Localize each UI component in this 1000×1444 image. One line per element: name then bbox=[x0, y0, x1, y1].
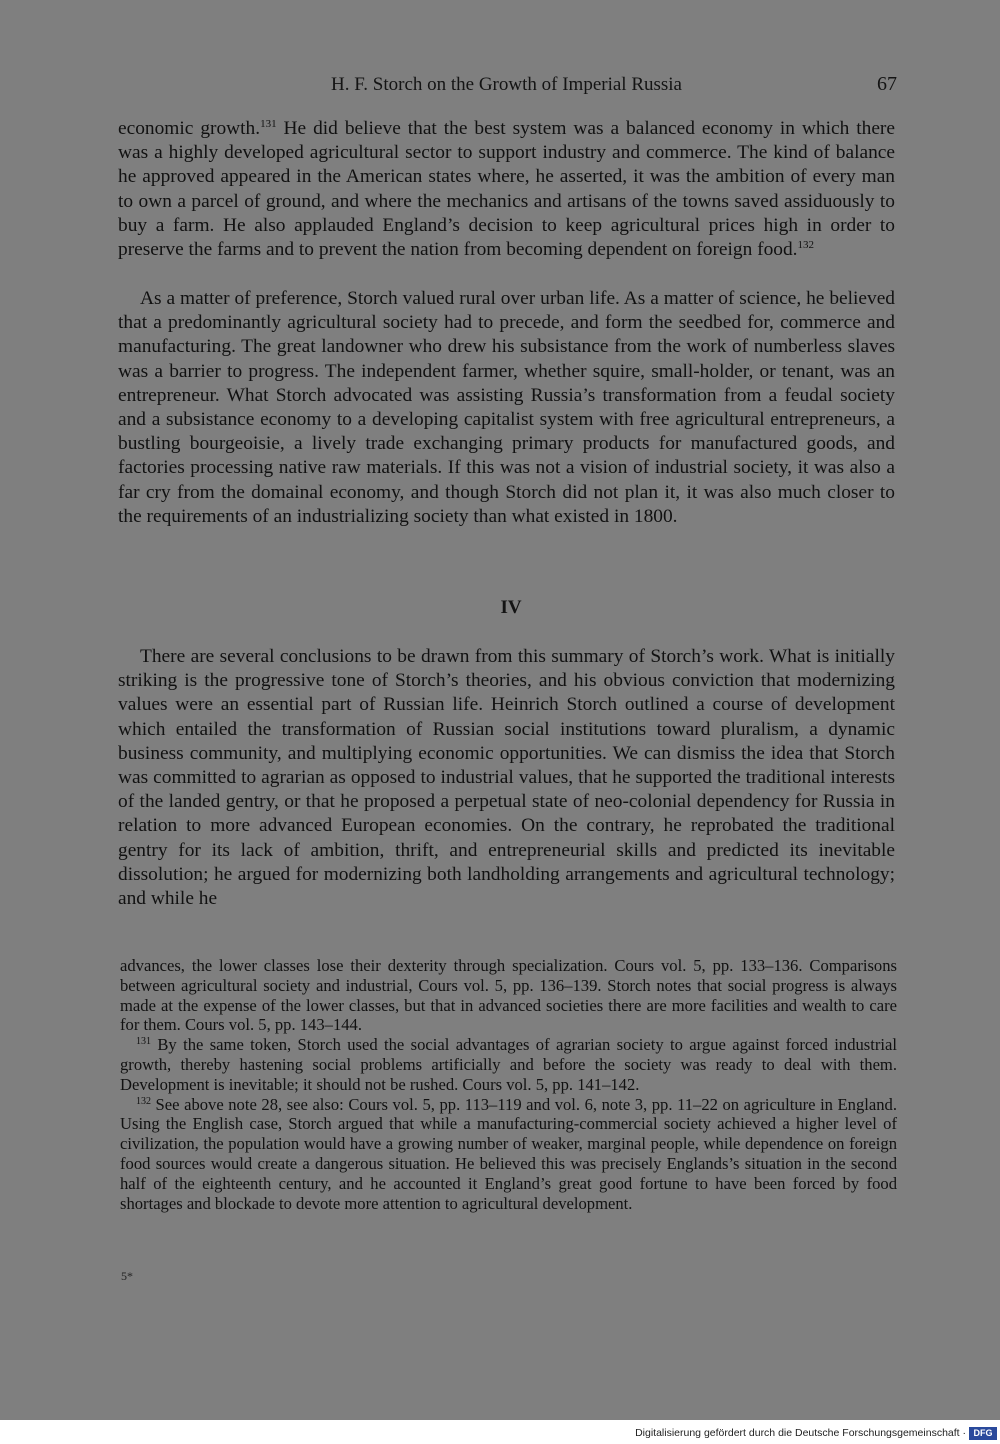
dfg-logo: DFG bbox=[969, 1427, 997, 1440]
footnote-ref: 132 bbox=[136, 1095, 151, 1107]
text-run: advances, the lower classes lose their dexterity through specialization. Cours vol. 5, pp. 133–136. Comparisons between agricultural society and industrial, Cours vol. 5, pp. 136–139. Storch notes that social progress is always made at the expense of the lower classes, but that in advanced societies there are more facilities and wealth to care for them. Cours vol. 5, pp. 143–144. bbox=[120, 956, 897, 1035]
footnote-131 bbox=[120, 1035, 897, 1094]
paragraph-text bbox=[118, 645, 895, 911]
running-head bbox=[116, 74, 897, 100]
footnote-continuation bbox=[120, 956, 897, 1035]
signature-mark: 5* bbox=[121, 1269, 133, 1283]
text-run: As a matter of preference, Storch valued rural over urban life. As a matter of science, he believed that a predominantly agricultural society had to precede, and form the seedbed for, commerce and manufacturing. The great landowner who drew his subsistance from the work of numberless slaves was a barrier to progress. The independent farmer, whether squire, small-holder, or tenant, was an entrepreneur. What Storch advocated was assisting Russia’s transformation from a feudal society and a subsistance economy to a developing capitalist system with free agricultural entrepreneurs, a bustling bourgeoisie, a lively trade exchanging primary products for manufactured goods, and factories processing native raw materials. If this was not a vision of industrial society, it was also a far cry from the domainal economy, and though Storch did not plan it, it was also much closer to the requirements of an industrializing society than what existed in 1800. bbox=[118, 288, 895, 527]
footer-credit: Digitalisierung gefördert durch die Deutsche Forschungsgemeinschaft · bbox=[635, 1427, 966, 1439]
body-paragraph-1 bbox=[118, 117, 895, 262]
section-heading: IV bbox=[500, 597, 522, 618]
footnotes bbox=[120, 956, 897, 1213]
text-run: He did believe that the best system was a balanced economy in which there was a highly developed agricultural sector to support industry and commerce. The kind of balance he approved appeared in the American states where, he asserted, it was the ambition of every man to own a parcel of ground, and where the mechanics and artisans of the towns saved assiduously to buy a farm. He also applauded England’s decision to keep agricultural prices high in order to preserve the farms and to prevent the nation from becoming dependent on foreign food. bbox=[118, 118, 895, 261]
paragraph-text bbox=[118, 287, 895, 529]
text-run: See above note 28, see also: Cours vol. 5, pp. 113–119 and vol. 6, note 3, pp. 11–22 on agriculture in England. Using the English case, Storch argued that while a manufacturing-commercial society achieved a higher level of civilization, the population would have a growing number of weaker, marginal people, while dependence on foreign food sources would create a dangerous situation. He believed this was precisely Englands’s situation in the second half of the eighteenth century, and he accounted it England’s great good fortune to have been forced by food shortages and blockade to devote more attention to agricultural development. bbox=[120, 1094, 897, 1213]
footnote-ref: 132 bbox=[797, 239, 815, 252]
paragraph-text bbox=[118, 117, 895, 262]
text-run: By the same token, Storch used the social advantages of agrarian society to argue against forced industrial growth, thereby hastening social problems artificially and before the society was ready to deal with them. Development is inevitable; it should not be rushed. Cours vol. 5, pp. 141–142. bbox=[120, 1035, 897, 1094]
page-number: 67 bbox=[877, 73, 897, 95]
body-paragraph-3 bbox=[118, 645, 895, 911]
footnote-ref: 131 bbox=[260, 118, 277, 130]
body-paragraph-2 bbox=[118, 287, 895, 529]
footnote-132 bbox=[120, 1095, 897, 1214]
text-run: economic growth. bbox=[118, 118, 261, 139]
digitization-footer bbox=[0, 1425, 1000, 1444]
running-head-title: H. F. Storch on the Growth of Imperial Russia bbox=[331, 74, 682, 95]
footnote-ref: 131 bbox=[136, 1036, 151, 1048]
text-run: There are several conclusions to be drawn from this summary of Storch’s work. What is initially striking is the progressive tone of Storch’s theories, and his obvious conviction that modernizing values were an essential part of Russian life. Heinrich Storch outlined a course of development which entailed the transformation of Russian social institutions toward pluralism, a dynamic business community, and multiplying economic opportunities. We can dismiss the idea that Storch was committed to agrarian as opposed to industrial values, that he supported the traditional interests of the landed gentry, or that he proposed a perpetual state of neo-colonial dependency for Russia in relation to more advanced European economies. On the contrary, he reprobated the traditional gentry for its lack of ambition, thrift, and entrepreneurial skills and predicted its inevitable dissolution; he argued for modernizing both landholding arrangements and agricultural technology; and while he bbox=[118, 646, 895, 910]
